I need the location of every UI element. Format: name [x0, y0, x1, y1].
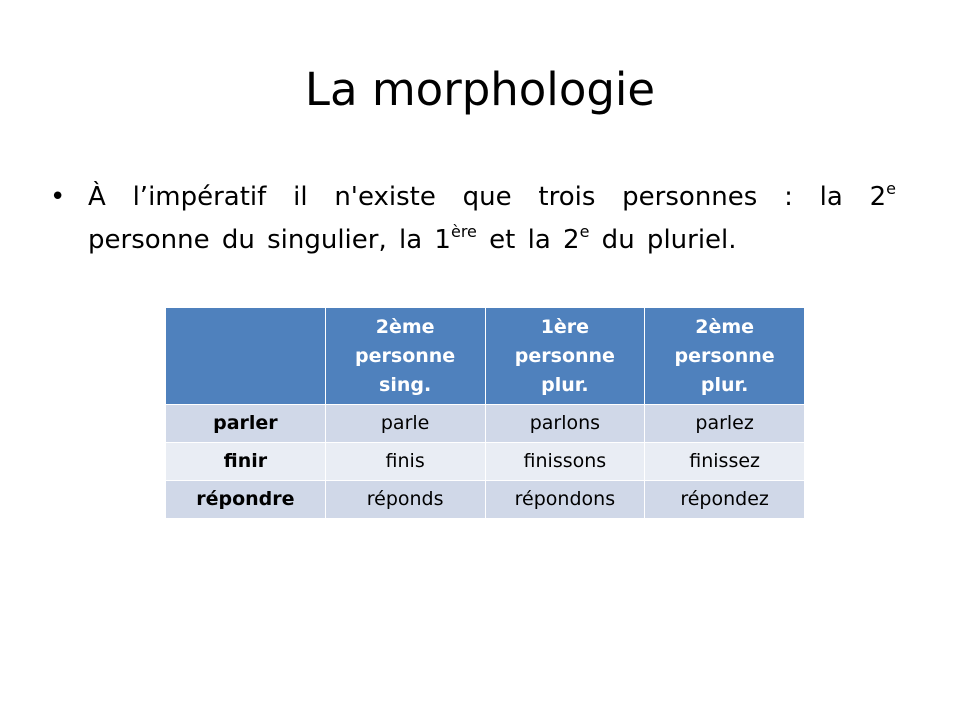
table-cell: répondons	[485, 481, 645, 519]
superscript-ere: ère	[450, 222, 477, 241]
table-cell: réponds	[325, 481, 485, 519]
bullet-text	[88, 176, 896, 262]
superscript-e: e	[886, 179, 896, 198]
table-header-row	[166, 308, 805, 405]
header-cell-2nd-plural: 2ème personne plur.	[645, 308, 805, 405]
bullet-marker: •	[50, 182, 66, 212]
verb-cell: répondre	[166, 481, 326, 519]
verb-cell: finir	[166, 443, 326, 481]
verb-cell: parler	[166, 405, 326, 443]
bullet-text-part-4: du pluriel.	[589, 225, 737, 255]
bullet-text-part-2: personne du singulier, la 1	[88, 225, 451, 255]
table-cell: répondez	[645, 481, 805, 519]
table-cell: finis	[325, 443, 485, 481]
table-cell: finissez	[645, 443, 805, 481]
bullet-paragraph	[50, 176, 896, 262]
table-cell: parlons	[485, 405, 645, 443]
header-cell-2nd-singular: 2ème personne sing.	[325, 308, 485, 405]
conjugation-table	[165, 307, 805, 519]
table-cell: parlez	[645, 405, 805, 443]
slide-title: La morphologie	[304, 63, 656, 116]
table-cell: finissons	[485, 443, 645, 481]
bullet-text-part-3: et la 2	[476, 225, 580, 255]
table-cell: parle	[325, 405, 485, 443]
header-cell-empty	[166, 308, 326, 405]
bullet-text-part-1: À l’impératif il n'existe que trois personnes : la 2	[88, 182, 887, 212]
table-row	[166, 405, 805, 443]
superscript-e: e	[579, 222, 590, 241]
table-row	[166, 443, 805, 481]
table-row	[166, 481, 805, 519]
header-cell-1st-plural: 1ère personne plur.	[485, 308, 645, 405]
